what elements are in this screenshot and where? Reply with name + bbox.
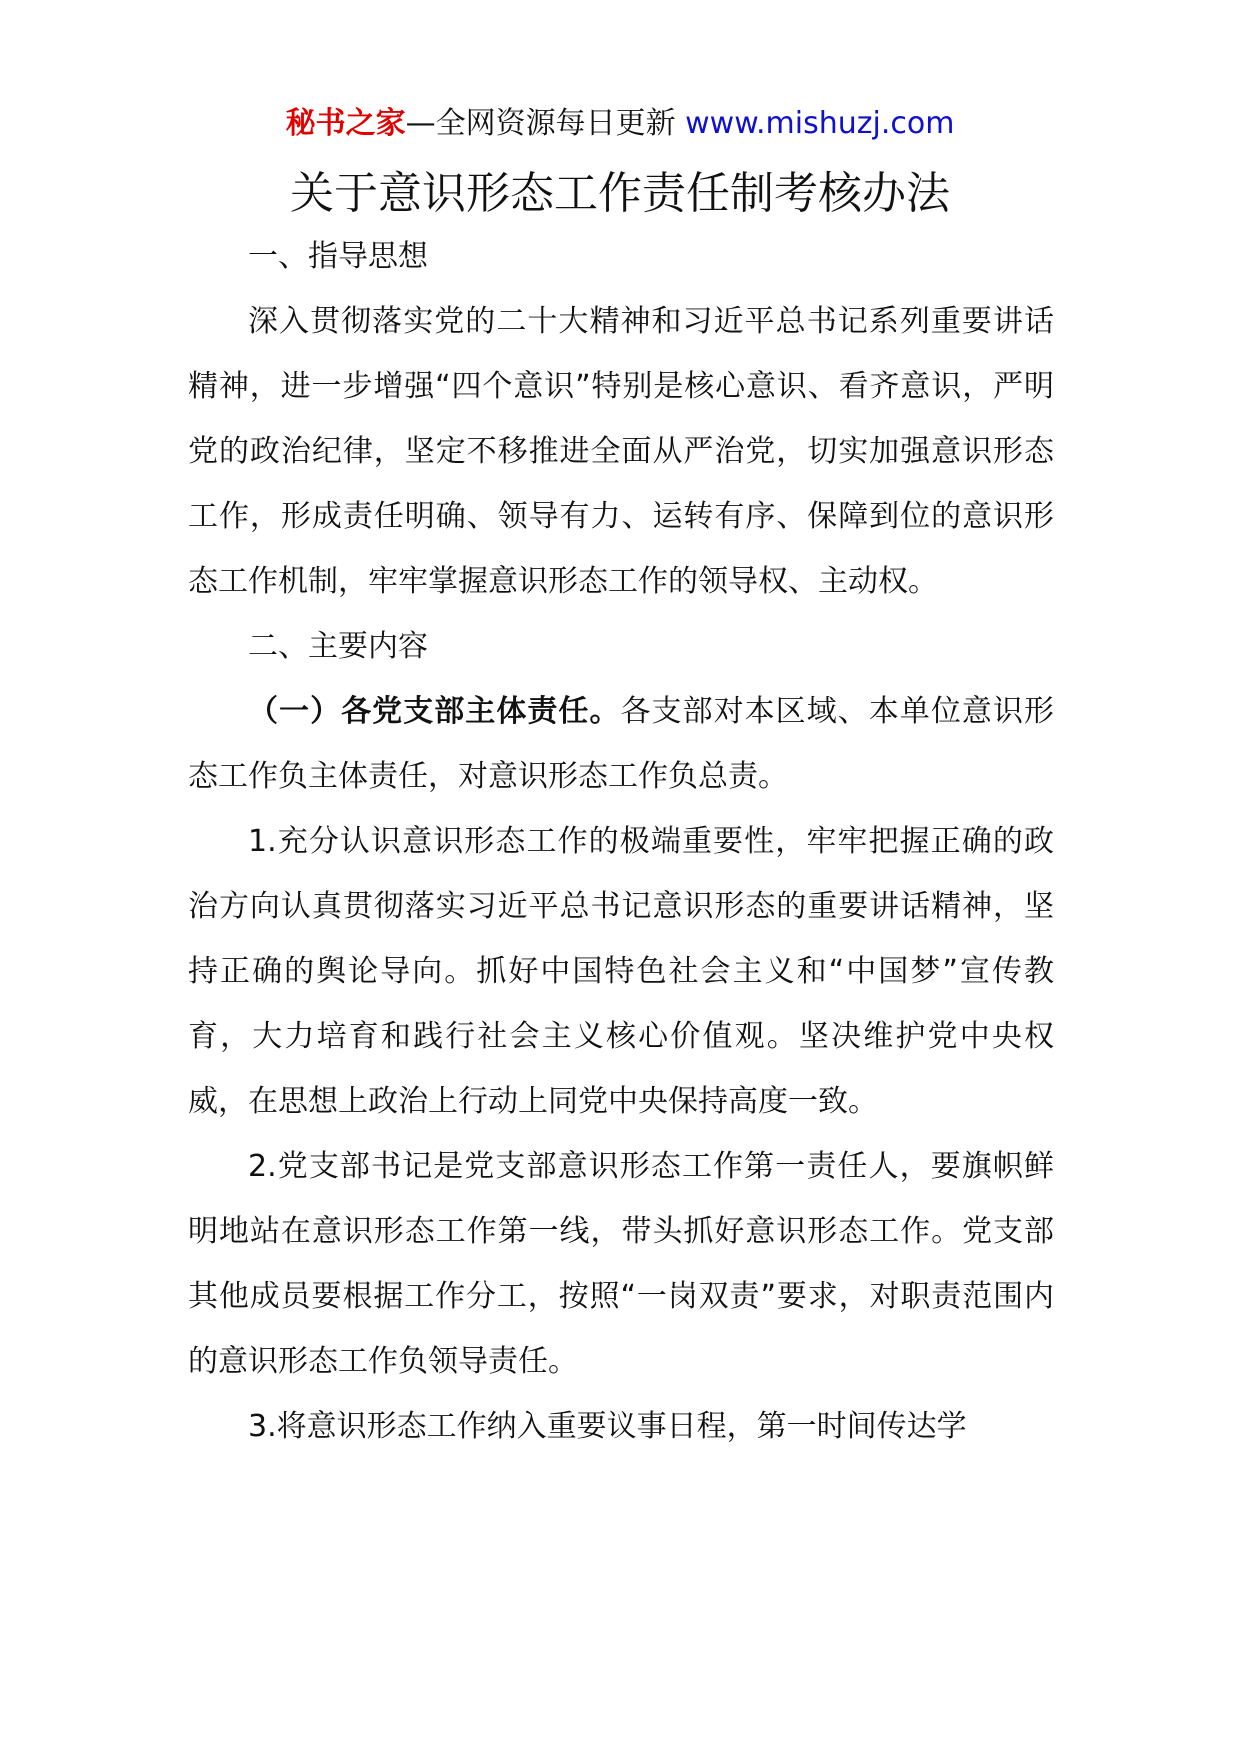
paragraph-guiding-ideology: 深入贯彻落实党的二十大精神和习近平总书记系列重要讲话精神，进一步增强“四个意识”特别是核心意识、看齐意识，严明党的政治纪律，坚定不移推进全面从严治党，切实加强意识形态工作，形成责任明确、领导有力、运转有序、保障到位的意识形态工作机制，牢牢掌握意识形态工作的领导权、主动权。 (188, 304, 1054, 599)
section-heading-main-content: 二、主要内容 (248, 629, 428, 664)
banner-tagline: —全网资源每日更新 (405, 106, 676, 141)
site-url-link[interactable]: www.mishuzj.com (685, 106, 955, 141)
subheading-branch-responsibility: （一）各党支部主体责任。 (248, 694, 621, 729)
brand-name: 秘书之家 (285, 106, 406, 141)
list-item-2: 2.党支部书记是党支部意识形态工作第一责任人，要旗帜鲜明地站在意识形态工作第一线，带头抓好意识形态工作。党支部其他成员要根据工作分工，按照“一岗双责”要求，对职责范围内的意识形态工作负领导责任。 (188, 1149, 1054, 1379)
list-item-3: 3.将意识形态工作纳入重要议事日程，第一时间传达学 (248, 1409, 967, 1444)
section-heading-guiding-ideology: 一、指导思想 (248, 239, 428, 274)
document-title: 关于意识形态工作责任制考核办法 (290, 168, 950, 219)
document-body (188, 224, 1054, 1459)
paragraph-branch-responsibility (188, 679, 1054, 809)
subheading-text: 各支部对本区域、本单位意识形态工作负主体责任，对意识形态工作负总责。 (188, 694, 1055, 794)
site-banner (0, 100, 1240, 148)
list-item-1: 1.充分认识意识形态工作的极端重要性，牢牢把握正确的政治方向认真贯彻落实习近平总书记意识形态的重要讲话精神，坚持正确的舆论导向。抓好中国特色社会主义和“中国梦”宣传教育，大力培育和践行社会主义核心价值观。坚决维护党中央权威，在思想上政治上行动上同党中央保持高度一致。 (188, 824, 1054, 1119)
